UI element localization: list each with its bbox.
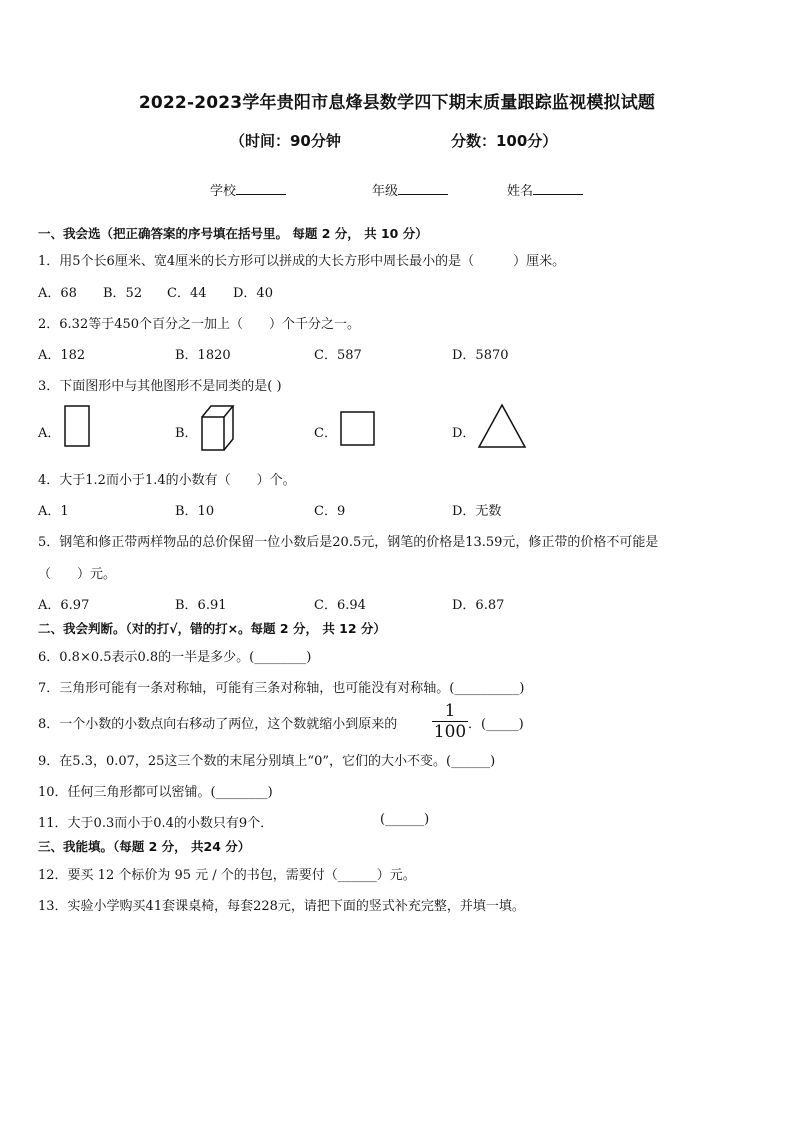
- time-label: （时间：90分钟: [230, 132, 341, 150]
- question-7: 7．三角形可能有一条对称轴，可能有三条对称轴，也可能没有对称轴。(__________): [38, 681, 525, 696]
- cuboid-icon: [199, 403, 235, 453]
- q4-option-d[interactable]: D．无数: [452, 504, 502, 519]
- question-8-text: 8．一个小数的小数点向右移动了两位，这个数就缩小到原来的: [38, 717, 398, 732]
- question-1: 1．用5个长6厘米、宽4厘米的长方形可以拼成的大长方形中周长最小的是（ ）厘米。: [38, 254, 566, 269]
- question-10: 10．任何三角形都可以密铺。(________): [38, 785, 273, 800]
- question-2: 2．6.32等于450个百分之一加上（ ）个千分之一。: [38, 317, 361, 332]
- section-3-heading: 三、我能填。（每题 2 分， 共24 分）: [38, 839, 251, 854]
- name-field: [507, 180, 583, 199]
- page-title: 2022-2023学年贵阳市息烽县数学四下期末质量跟踪监视模拟试题: [138, 93, 656, 113]
- name-label: 姓名: [507, 184, 534, 199]
- triangle-icon: [477, 402, 529, 450]
- grade-label: 年级: [372, 184, 399, 199]
- question-6: 6．0.8×0.5表示0.8的一半是多少。(________): [38, 650, 312, 665]
- school-blank[interactable]: [236, 180, 286, 195]
- q5-option-c[interactable]: C．6.94: [314, 598, 366, 613]
- fraction-numerator: 1: [444, 701, 456, 721]
- question-11: 11．大于0.3而小于0.4的小数只有9个．: [38, 816, 274, 831]
- q2-option-a[interactable]: A．182: [38, 348, 86, 363]
- q1-option-c[interactable]: C．44: [167, 286, 207, 301]
- grade-field: [372, 180, 448, 199]
- question-8-answer: ．(_____): [468, 717, 524, 732]
- school-label: 学校: [210, 184, 237, 199]
- tall-rectangle-icon: [63, 404, 93, 450]
- section-1-heading: 一、我会选（把正确答案的序号填在括号里。 每题 2 分， 共 10 分）: [38, 226, 428, 241]
- school-field: [210, 180, 286, 199]
- q1-option-d[interactable]: D．40: [233, 286, 273, 301]
- question-5-continued: （ ）元。: [38, 567, 117, 582]
- q2-option-d[interactable]: D．5870: [452, 348, 509, 363]
- q3-option-a[interactable]: A．: [38, 426, 61, 441]
- q5-option-b[interactable]: B．6.91: [175, 598, 227, 613]
- q2-option-b[interactable]: B．1820: [175, 348, 231, 363]
- section-2-heading: 二、我会判断。（对的打√，错的打×。每题 2 分， 共 12 分）: [38, 621, 386, 636]
- q4-option-a[interactable]: A．1: [38, 504, 69, 519]
- question-11-blank: (______): [380, 812, 430, 827]
- q2-option-c[interactable]: C．587: [314, 348, 362, 363]
- q1-option-a[interactable]: A．68: [38, 286, 77, 301]
- fraction-denominator: 100: [433, 722, 467, 742]
- q4-option-b[interactable]: B．10: [175, 504, 215, 519]
- square-icon: [339, 410, 377, 448]
- score-label: 分数：100分）: [451, 132, 558, 150]
- q5-option-d[interactable]: D．6.87: [452, 598, 505, 613]
- question-13: 13．实验小学购买41套课桌椅，每套228元，请把下面的竖式补充完整，并填一填。: [38, 899, 525, 914]
- question-9: 9．在5.3，0.07，25这三个数的末尾分别填上“0”，它们的大小不变。(______): [38, 754, 496, 769]
- question-5: 5．钢笔和修正带两样物品的总价保留一位小数后是20.5元，钢笔的价格是13.59元，修正带的价格不可能是: [38, 535, 659, 550]
- grade-blank[interactable]: [398, 180, 448, 195]
- q4-option-c[interactable]: C．9: [314, 504, 346, 519]
- question-12: 12．要买 12 个标价为 95 元 / 个的书包，需要付（______）元。: [38, 868, 416, 883]
- q3-option-b[interactable]: B．: [175, 426, 198, 441]
- q3-option-c[interactable]: C．: [314, 426, 337, 441]
- q3-option-d[interactable]: D．: [452, 426, 476, 441]
- name-blank[interactable]: [533, 180, 583, 195]
- q5-option-a[interactable]: A．6.97: [38, 598, 90, 613]
- fraction-one-hundredth: [432, 702, 468, 741]
- question-4: 4．大于1.2而小于1.4的小数有（ ）个。: [38, 473, 296, 488]
- question-3: 3．下面图形中与其他图形不是同类的是( ): [38, 379, 282, 394]
- q1-option-b[interactable]: B．52: [103, 286, 143, 301]
